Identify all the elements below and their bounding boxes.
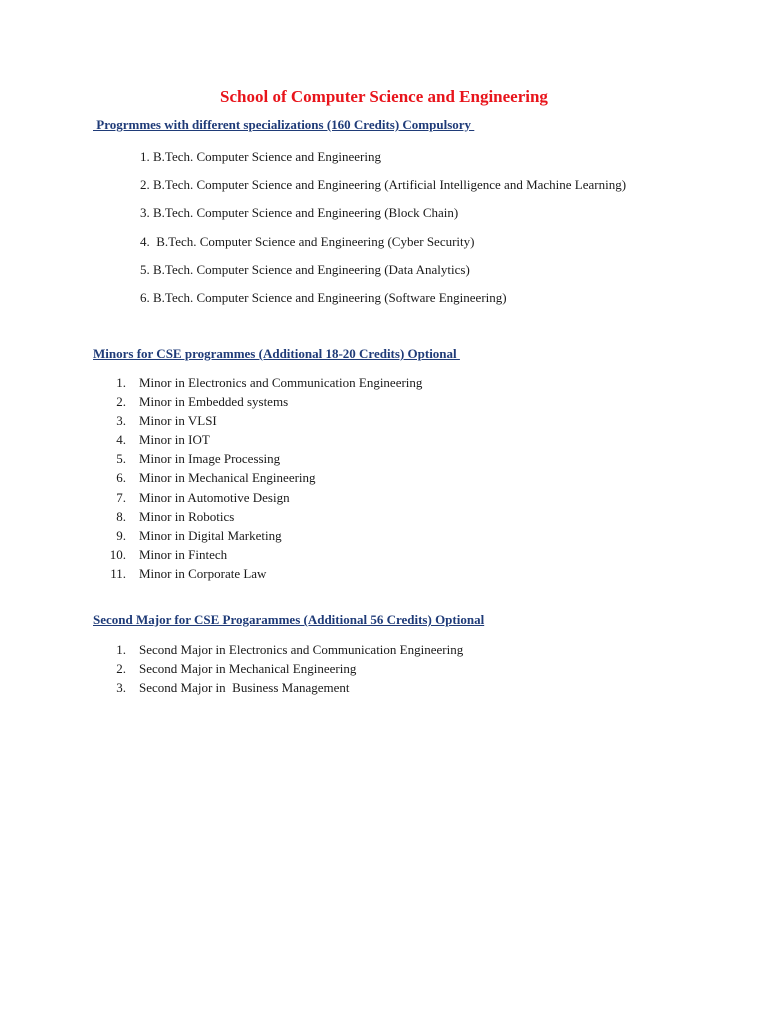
item-text: Minor in Embedded systems (139, 394, 289, 410)
item-number: 8. (116, 508, 126, 524)
item-number: 3. (116, 413, 126, 429)
item-text: Second Major in Business Management (139, 680, 350, 696)
item-text: Minor in VLSI (139, 413, 217, 429)
item-text: Minor in Fintech (139, 546, 228, 562)
item-text: Minor in Robotics (139, 508, 235, 524)
item-number: 3. (116, 680, 126, 696)
programmes-list (140, 148, 626, 317)
item-number: 4. (116, 432, 126, 448)
item-text: Minor in Mechanical Engineering (139, 470, 316, 486)
list-item: 4. B.Tech. Computer Science and Engineering (Cyber Security) (140, 233, 475, 249)
second-major-heading: Second Major for CSE Progarammes (Additional 56 Credits) Optional (93, 612, 485, 627)
item-number: 2. (116, 661, 126, 677)
item-text: Minor in Corporate Law (139, 565, 267, 581)
item-number: 1. (116, 642, 126, 657)
item-number: 5. (116, 451, 126, 467)
item-number: 2. (116, 394, 126, 410)
item-text: Minor in Image Processing (139, 451, 281, 467)
item-text: Minor in Electronics and Communication Engineering (139, 375, 423, 390)
item-number: 1. (116, 375, 126, 390)
item-number: 6. (116, 470, 126, 486)
item-text: Minor in Automotive Design (139, 489, 290, 505)
item-text: Minor in Digital Marketing (139, 527, 282, 543)
item-text: Second Major in Electronics and Communication Engineering (139, 642, 464, 657)
item-text: Second Major in Mechanical Engineering (139, 661, 357, 677)
programmes-heading: Progrmmes with different specializations (160 Credits) Compulsory (93, 117, 475, 132)
list-item: 1. B.Tech. Computer Science and Engineering (140, 149, 381, 164)
list-item: 3. B.Tech. Computer Science and Engineering (Block Chain) (140, 205, 459, 221)
item-number: 10. (109, 546, 126, 562)
list-item: 6. B.Tech. Computer Science and Engineering (Software Engineering) (140, 289, 507, 305)
item-number: 9. (116, 527, 126, 543)
list-item: 2. B.Tech. Computer Science and Engineering (Artificial Intelligence and Machine Learning) (140, 177, 627, 193)
item-number: 11. (110, 565, 126, 581)
item-text: Minor in IOT (139, 432, 210, 448)
list-item: 5. B.Tech. Computer Science and Engineering (Data Analytics) (140, 261, 470, 277)
page-title: School of Computer Science and Engineering (220, 87, 548, 106)
minors-heading: Minors for CSE programmes (Additional 18-20 Credits) Optional (93, 346, 460, 361)
item-number: 7. (116, 489, 126, 505)
